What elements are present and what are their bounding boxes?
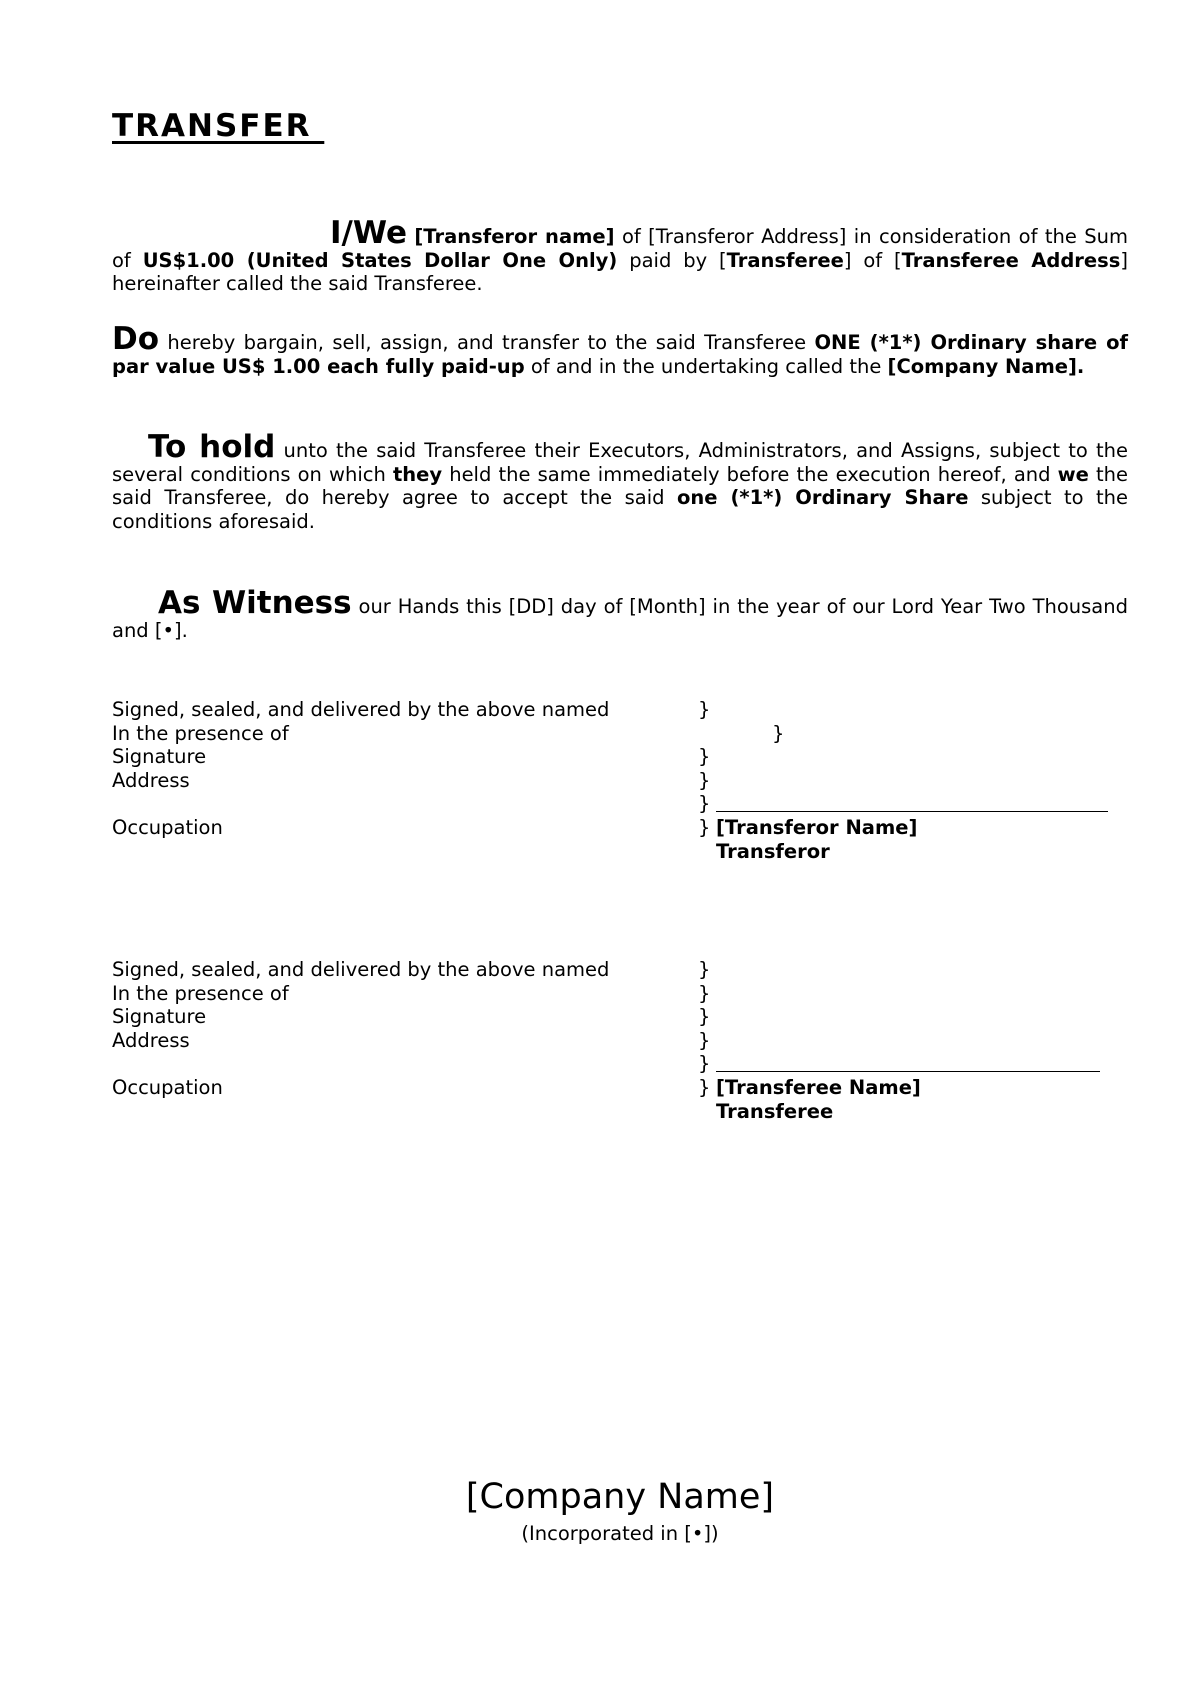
- signature-row: [112, 769, 1112, 793]
- signed-label: Signed, sealed, and delivered by the above named: [112, 958, 610, 981]
- we-emphasis: we: [1057, 462, 1089, 486]
- brace: }: [698, 815, 711, 839]
- to-hold-paragraph: [112, 429, 1129, 533]
- consideration-paragraph: [112, 215, 1128, 296]
- brace: }: [698, 981, 711, 1005]
- transfer-paragraph: [112, 321, 1128, 378]
- signature-label: Signature: [112, 1005, 207, 1029]
- brace: }: [698, 1052, 711, 1076]
- as-witness-lead: As Witness: [158, 585, 352, 621]
- footer-incorporation: (Incorporated in [•]): [521, 1522, 719, 1545]
- company-name-placeholder: [Company Name].: [887, 354, 1085, 378]
- presence-label: In the presence of: [112, 981, 289, 1005]
- signature-row: [112, 698, 1112, 722]
- transferee-name-label: [Transferee Name]: [716, 1075, 921, 1099]
- transferor-name-label: [Transferor Name]: [716, 815, 918, 839]
- transferee-role-label: Transferee: [716, 1099, 834, 1123]
- presence-label: In the presence of: [112, 721, 289, 745]
- signature-row: [112, 840, 1112, 864]
- transferor-name-placeholder: [Transferor name]: [414, 225, 615, 248]
- they-emphasis: they: [392, 462, 443, 486]
- text-run: our Hands this [DD] day of [Month] in the year of our Lord Year Two Thousand and [•].: [112, 595, 1128, 642]
- text-run: of and in the undertaking called the: [524, 354, 888, 378]
- transferee-address-placeholder: Transferee Address: [901, 248, 1121, 272]
- text-run: the said Transferee, do hereby agree to accept the said: [112, 462, 1128, 509]
- text-run: of [Transferor Address] in consideration of the Sum of: [112, 225, 1128, 272]
- transferor-role-label: Transferor: [716, 839, 830, 863]
- signature-row: [112, 982, 1112, 1006]
- signature-row: [112, 1100, 1112, 1124]
- text-run: ] hereinafter called the said Transferee.: [112, 248, 1128, 295]
- brace: }: [698, 698, 711, 721]
- signature-row: [112, 722, 1112, 746]
- to-hold-lead: To hold: [148, 429, 276, 465]
- transferor-signature-line: [716, 811, 1108, 812]
- document-title: TRANSFER: [112, 108, 325, 144]
- text-run: unto the said Transferee their Executors, Administrators, and Assigns, subject to the several conditions on which: [112, 439, 1128, 486]
- signature-row: [112, 1029, 1112, 1053]
- text-run: subject to the conditions aforesaid.: [112, 486, 1129, 533]
- brace: }: [698, 1075, 711, 1099]
- do-lead: Do: [112, 321, 160, 357]
- signature-row: [112, 745, 1112, 769]
- signature-row: [112, 958, 1112, 982]
- transferee-signature-line: [716, 1071, 1100, 1072]
- brace: }: [698, 1005, 711, 1029]
- address-label: Address: [112, 768, 190, 792]
- signature-row: [112, 816, 1112, 840]
- transferor-signature-block: [112, 698, 1112, 863]
- signature-label: Signature: [112, 745, 207, 769]
- signature-row: [112, 1076, 1112, 1100]
- text-run: paid by [: [617, 248, 727, 272]
- signature-row: [112, 1052, 1112, 1076]
- footer-company-name: [Company Name]: [465, 1477, 775, 1517]
- transferee-placeholder: Transferee: [726, 248, 844, 272]
- text-run: ] of [: [843, 248, 902, 272]
- brace: }: [698, 745, 711, 769]
- signature-row: [112, 1005, 1112, 1029]
- brace: }: [698, 768, 711, 792]
- brace: }: [698, 1028, 711, 1052]
- brace: }: [698, 792, 711, 816]
- signature-row: [112, 792, 1112, 816]
- brace: }: [772, 721, 785, 745]
- share-description: ONE (*1*) Ordinary share of par value US$ 1.00 each fully paid-up: [112, 331, 1128, 378]
- occupation-label: Occupation: [112, 1075, 223, 1099]
- consideration-amount: US$1.00 (United States Dollar One Only): [142, 248, 618, 272]
- address-label: Address: [112, 1028, 190, 1052]
- text-run: hereby bargain, sell, assign, and transfer to the said Transferee: [159, 331, 815, 354]
- occupation-label: Occupation: [112, 815, 223, 839]
- signed-label: Signed, sealed, and delivered by the above named: [112, 698, 610, 721]
- iwe-lead: I/We: [330, 215, 407, 251]
- transferee-signature-block: [112, 958, 1112, 1123]
- text-run: held the same immediately before the execution hereof, and: [442, 462, 1058, 486]
- ordinary-share-emphasis: one (*1*) Ordinary Share: [676, 486, 969, 509]
- brace: }: [698, 958, 711, 981]
- witness-paragraph: [112, 585, 1128, 642]
